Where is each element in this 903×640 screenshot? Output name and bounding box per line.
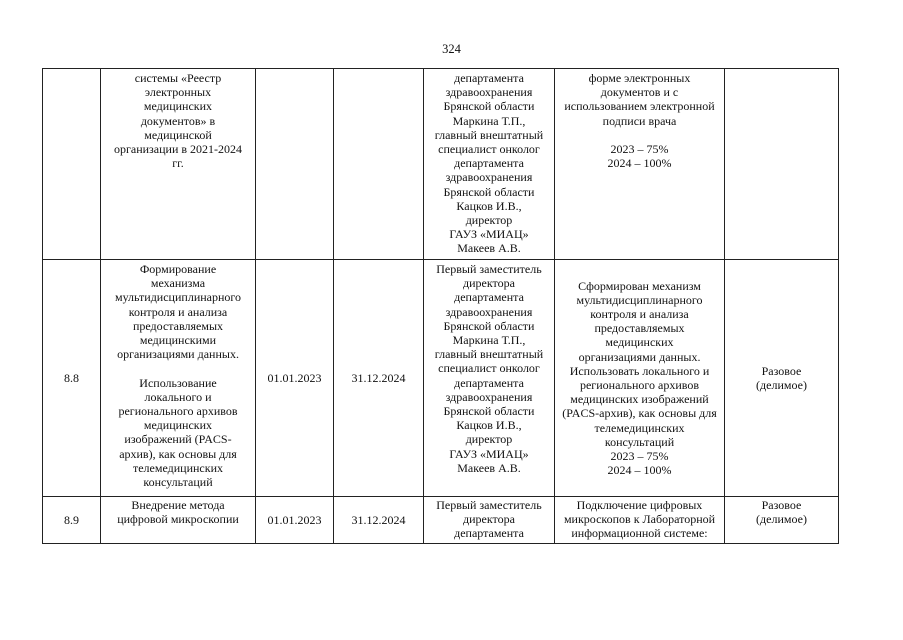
type-cell: Разовое (делимое): [725, 260, 839, 497]
task-cell: Внедрение метода цифровой микроскопии: [101, 497, 256, 544]
row-number-cell: 8.8: [43, 260, 101, 497]
row-number-cell: 8.9: [43, 497, 101, 544]
result-cell: Подключение цифровых микроскопов к Лабораторной информационной системе:: [555, 497, 725, 544]
page-number: 324: [442, 42, 461, 56]
end-date-cell: 31.12.2024: [334, 497, 424, 544]
responsible-cell: Первый заместитель директора департамента здравоохранения Брянской области Маркина Т.П., главный внештатный специалист онколог департамента здравоохранения Брянской области Кацков И.В., директор ГАУЗ «МИАЦ» Макеев А.В.: [424, 260, 555, 497]
row-number-cell: [43, 69, 101, 260]
table-row: [43, 69, 839, 260]
table-row: [43, 260, 839, 497]
end-date-cell: [334, 69, 424, 260]
type-cell: [725, 69, 839, 260]
start-date-cell: 01.01.2023: [256, 260, 334, 497]
result-cell: форме электронных документов и с использованием электронной подписи врача 2023 – 75% 2024 – 100%: [555, 69, 725, 260]
responsible-cell: Первый заместитель директора департамента: [424, 497, 555, 544]
plan-table: [42, 68, 839, 544]
task-cell: Формирование механизма мультидисциплинарного контроля и анализа предоставляемых медицинскими организациями данных. Использование локального и регионального архивов медицинских изображений (PACS- архив), как основы для телемедицинских консультаций: [101, 260, 256, 497]
task-cell: системы «Реестр электронных медицинских документов» в медицинской организации в 2021-2024 гг.: [101, 69, 256, 260]
result-cell: Сформирован механизм мультидисциплинарного контроля и анализа предоставляемых медицинских организациями данных. Использовать локального и регионального архивов медицинских изображений (PACS-архив), как основы для телемедицинских консультаций 2023 – 75% 2024 – 100%: [555, 260, 725, 497]
type-cell: Разовое (делимое): [725, 497, 839, 544]
start-date-cell: 01.01.2023: [256, 497, 334, 544]
end-date-cell: 31.12.2024: [334, 260, 424, 497]
table-row: [43, 497, 839, 544]
responsible-cell: департамента здравоохранения Брянской области Маркина Т.П., главный внештатный специалист онколог департамента здравоохранения Брянской области Кацков И.В., директор ГАУЗ «МИАЦ» Макеев А.В.: [424, 69, 555, 260]
start-date-cell: [256, 69, 334, 260]
